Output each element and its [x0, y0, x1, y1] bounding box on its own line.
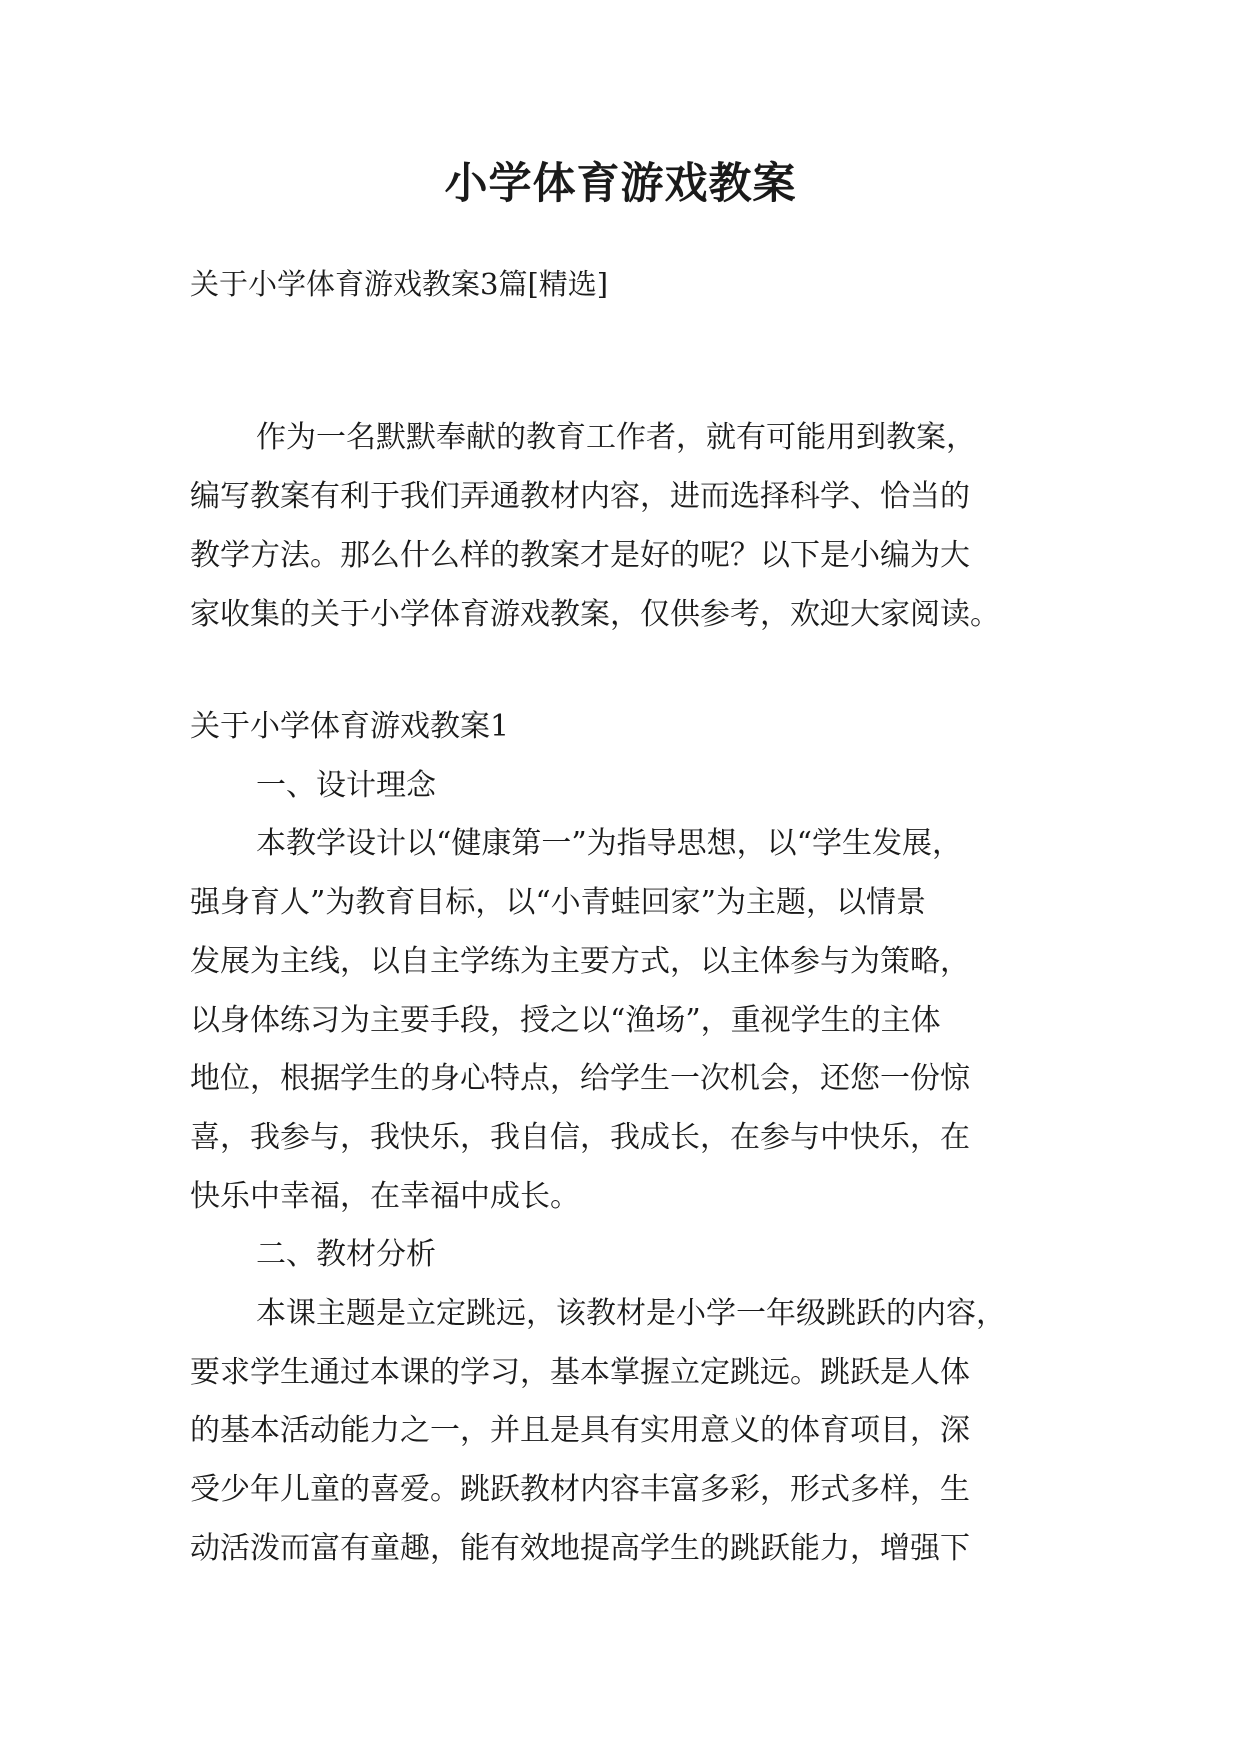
paragraph-line: 以身体练习为主要手段，授之以“渔场”，重视学生的主体 [190, 1002, 941, 1038]
paragraph-line: 地位，根据学生的身心特点，给学生一次机会，还您一份惊 [190, 1061, 970, 1097]
document-subtitle: 关于小学体育游戏教案3篇[精选] [190, 267, 609, 301]
intro-line: 家收集的关于小学体育游戏教案，仅供参考，欢迎大家阅读。 [190, 597, 1000, 632]
paragraph-line: 强身育人”为教育目标，以“小青蛙回家”为主题，以情景 [190, 885, 927, 921]
paragraph-line: 动活泼而富有童趣，能有效地提高学生的跳跃能力，增强下 [190, 1530, 970, 1566]
paragraph-line: 发展为主线，以自主学练为主要方式，以主体参与为策略， [190, 943, 970, 979]
intro-line: 作为一名默默奉献的教育工作者，就有可能用到教案， [256, 420, 976, 455]
paragraph-line: 受少年儿童的喜爱。跳跃教材内容丰富多彩，形式多样，生 [190, 1472, 970, 1508]
intro-paragraph [190, 408, 1080, 644]
paragraph-line: 的基本活动能力之一，并且是具有实用意义的体育项目，深 [190, 1413, 970, 1449]
paragraph-line: 快乐中幸福，在幸福中成长。 [190, 1178, 580, 1214]
paragraph-line: 本课主题是立定跳远，该教材是小学一年级跳跃的内容， [256, 1296, 1006, 1332]
heading-material-analysis: 二、教材分析 [256, 1237, 436, 1273]
paragraph-line: 喜，我参与，我快乐，我自信，我成长，在参与中快乐，在 [190, 1119, 970, 1155]
lesson-plan-section [190, 698, 1080, 1579]
heading-design-concept: 一、设计理念 [256, 767, 436, 803]
paragraph-line: 要求学生通过本课的学习，基本掌握立定跳远。跳跃是人体 [190, 1354, 970, 1390]
section-heading: 关于小学体育游戏教案1 [190, 709, 510, 744]
intro-line: 编写教案有利于我们弄通教材内容，进而选择科学、恰当的 [190, 479, 970, 514]
paragraph-line: 本教学设计以“健康第一”为指导思想，以“学生发展， [256, 826, 963, 862]
intro-line: 教学方法。那么什么样的教案才是好的呢？以下是小编为大 [190, 538, 970, 573]
document-title: 小学体育游戏教案 [444, 159, 797, 209]
